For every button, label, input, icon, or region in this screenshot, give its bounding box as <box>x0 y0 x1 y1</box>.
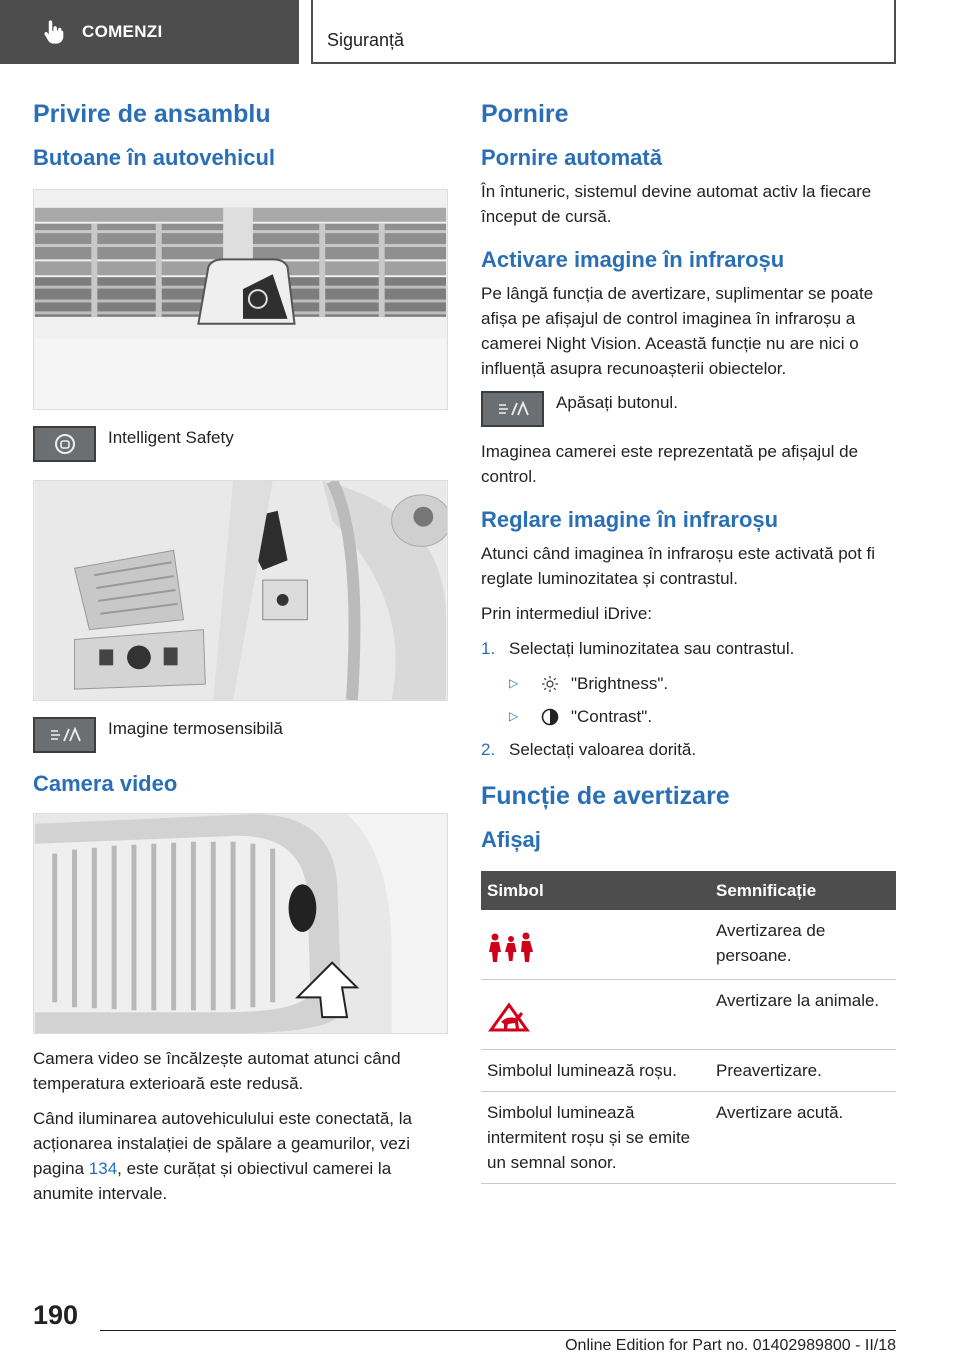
col-symbol-header: Simbol <box>481 871 710 910</box>
contrast-icon <box>541 708 559 726</box>
page-number: 190 <box>33 1300 79 1330</box>
intelligent-safety-row <box>33 426 448 462</box>
night-vision-icon <box>496 399 530 419</box>
step-2: 2. Selectați valoarea dorită. <box>481 740 697 759</box>
steps-list-2 <box>481 737 896 762</box>
photo-dashboard-vent <box>33 189 448 410</box>
adjust-infrared-text: Atunci când imaginea în infraroșu este activată pot fi reglate luminozitatea și contrastul. <box>481 544 876 588</box>
photo-light-switch <box>33 480 448 701</box>
chapter-header <box>311 0 896 64</box>
intelligent-safety-icon <box>54 433 76 455</box>
hand-pointer-icon <box>40 18 68 46</box>
night-vision-button-image <box>481 391 544 427</box>
brightness-icon <box>541 675 559 693</box>
press-button-row <box>481 391 896 427</box>
option-contrast[interactable]: ▷ "Contrast". <box>509 704 896 729</box>
start-title: Pornire <box>481 100 569 128</box>
option-brightness[interactable]: ▷ "Brightness". <box>509 671 896 696</box>
table-row: Simbolul luminează roșu. Preavertizare. <box>481 1050 896 1092</box>
table-row: Simbolul luminează intermitent roșu și se emite un semnal sonor. Avertizare acută. <box>481 1092 896 1184</box>
bullet-triangle-icon: ▷ <box>509 709 519 723</box>
overview-title: Privire de ansamblu <box>33 100 271 128</box>
intelligent-safety-label: Intelligent Safety <box>108 428 234 447</box>
section-tab <box>0 0 299 64</box>
left-column <box>33 100 448 1216</box>
bullet-triangle-icon: ▷ <box>509 676 519 690</box>
idrive-text: Prin intermediul iDrive: <box>481 604 652 623</box>
steps-list <box>481 636 896 661</box>
adjust-infrared-heading: Reglare imagine în infraroșu <box>481 507 779 532</box>
display-heading: Afișaj <box>481 827 541 852</box>
table-row: Avertizare la animale. <box>481 980 896 1050</box>
table-header-row <box>481 871 896 910</box>
camera-heading: Camera video <box>33 771 178 796</box>
activate-infrared-heading: Activare imagine în infraroșu <box>481 247 785 272</box>
pedestrian-warning-icon <box>487 932 535 964</box>
auto-start-heading: Pornire automată <box>481 145 662 170</box>
chapter-title: Siguranță <box>327 30 405 50</box>
thermal-image-row <box>33 717 448 753</box>
col-meaning-header: Semnificație <box>710 871 896 910</box>
thermal-image-label: Imagine termosensibilă <box>108 719 283 738</box>
animal-warning-icon <box>487 1002 535 1034</box>
section-label: COMENZI <box>82 22 163 41</box>
page-link-134[interactable]: 134 <box>88 1159 118 1178</box>
step-1: 1. Selectați luminozitatea sau contrastul. <box>481 639 795 658</box>
footer-edition: Online Edition for Part no. 01402989800 - II/18 <box>565 1337 896 1354</box>
camera-paragraph-2: Când iluminarea autovehiculului este conectată, la acționarea instalației de spălare a geamurilor, vezi pagina 134, este curățat și obiectivul camerei la anumite intervale. <box>33 1109 412 1203</box>
thermal-button-image <box>33 717 96 753</box>
right-column <box>481 100 896 1184</box>
press-button-text: Apăsați butonul. <box>556 393 678 412</box>
buttons-heading: Butoane în autovehicul <box>33 145 276 170</box>
camera-shown-text: Imaginea camerei este reprezentată pe afișajul de control. <box>481 442 859 486</box>
activate-infrared-text: Pe lângă funcția de avertizare, suplimentar se poate afișa pe afișajul de control imaginea în infraroșu a camerei Night Vision. Această funcție nu are nici o influență asupra recunoașterii obiectelor. <box>481 284 874 378</box>
auto-start-text: În întuneric, sistemul devine automat activ la fiecare început de cursă. <box>481 182 872 226</box>
footer-divider <box>100 1330 896 1331</box>
night-vision-icon <box>48 725 82 745</box>
table-row: Avertizarea de persoane. <box>481 910 896 980</box>
camera-paragraph-1: Camera video se încălzește automat atunci când temperatura exterioară este redusă. <box>33 1049 401 1093</box>
warning-symbol-table <box>481 871 896 1184</box>
warning-function-title: Funcție de avertizare <box>481 782 730 810</box>
intelligent-safety-button-image <box>33 426 96 462</box>
photo-front-grille-camera <box>33 813 448 1034</box>
